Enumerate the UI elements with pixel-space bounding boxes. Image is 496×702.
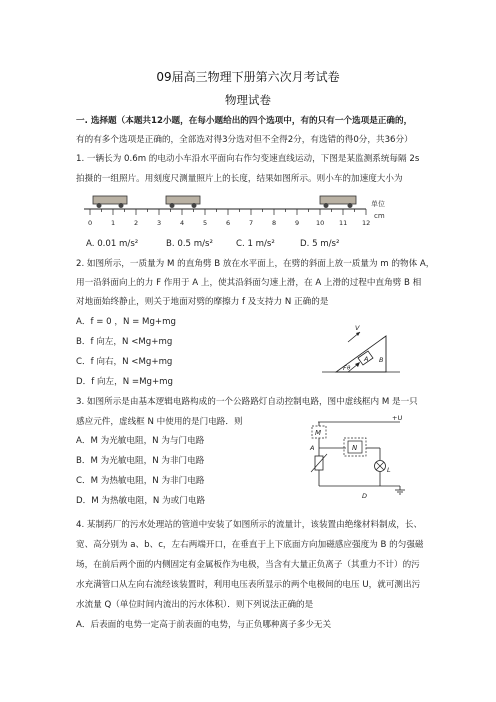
ruler-unit-cm: cm xyxy=(374,212,385,220)
ruler-labels xyxy=(88,219,370,227)
q3-option-b[interactable]: B．M 为光敏电阻，N 为非门电路 xyxy=(76,456,205,466)
ruler-tick-label: 11 xyxy=(339,219,348,227)
wedge-label-f: F xyxy=(343,364,347,372)
q4-line4: 水充满管口从左向右流经该装置时，利用电压表所显示的两个电极间的电压 U，就可测出污 xyxy=(76,580,421,590)
wedge-label-theta: θ xyxy=(347,365,351,372)
q1-option-b[interactable]: B. 0.5 m/s² xyxy=(166,239,213,249)
circuit-label-d: D xyxy=(362,492,368,500)
circuit-label-n: N xyxy=(352,444,358,452)
car-3 xyxy=(320,196,356,208)
circuit-label-m: M xyxy=(315,429,322,437)
q2-option-a[interactable]: A．f = 0 ，N = Mg+mg xyxy=(76,317,176,327)
wedge-figure xyxy=(322,318,402,378)
wedge-label-v: V xyxy=(355,324,360,332)
q2-line2: 用一沿斜面向上的力 F 作用于 A 上，使其沿斜面匀速上滑，在 A 上滑的过程中直角劈 B 相 xyxy=(76,278,422,288)
q4-option-a[interactable]: A．后表面的电势一定高于前表面的电势，与正负哪种离子多少无关 xyxy=(76,620,332,630)
q3-option-c[interactable]: C．M 为热敏电阻，N 为非门电路 xyxy=(76,476,205,486)
ruler-tick-label: 8 xyxy=(272,219,277,227)
q3-option-d[interactable]: D．M 为热敏电阻，N 为或门电路 xyxy=(76,496,206,506)
q1-option-a[interactable]: A. 0.01 m/s² xyxy=(86,239,139,249)
q3-line1: 3. 如图所示是由基本逻辑电路构成的一个公路路灯自动控制电路，图中虚线框内 M 是一只 xyxy=(76,397,418,407)
ruler-tick-label: 5 xyxy=(203,219,208,227)
ruler-tick-label: 7 xyxy=(249,219,254,227)
q2-line3: 对地面始终静止，则关于地面对劈的摩擦力 f 及支持力 N 正确的是 xyxy=(76,297,329,307)
page-subtitle: 物理试卷 xyxy=(225,93,271,107)
ruler-tick-label: 0 xyxy=(88,219,93,227)
ruler-ticks xyxy=(90,209,366,215)
q4-line5: 水流量 Q（单位时间内流出的污水体积）．则下列说法正确的是 xyxy=(76,600,314,610)
q1-line2: 拍摄的一组照片。用刻度尺测量照片上的长度，结果如图所示。则小车的加速度大小为 xyxy=(76,174,403,184)
q4-line3: 场，在前后两个面的内侧固定有金属板作为电极，当含有大量正负离子（其重力不计）的污 xyxy=(76,560,420,570)
page-title: 09届高三物理下册第六次月考试卷 xyxy=(156,70,340,84)
q1-option-c[interactable]: C. 1 m/s² xyxy=(236,239,275,249)
ruler-unit: 单位 xyxy=(371,200,385,208)
circuit-label-u: +U xyxy=(392,414,403,422)
ruler-tick-label: 3 xyxy=(157,219,162,227)
q3-line2: 感应元件，虚线框 N 中使用的是门电路．则 xyxy=(76,417,243,427)
wedge-label-a: A xyxy=(364,355,369,363)
car-2 xyxy=(166,196,200,208)
circuit-figure xyxy=(308,412,408,502)
circuit-label-a: A xyxy=(310,444,315,452)
q2-line1: 2. 如图所示，一质量为 M 的直角劈 B 放在水平面上，在劈的斜面上放一质量为 m 的物体 A， xyxy=(76,259,435,269)
ruler-tick-label: 2 xyxy=(134,219,139,227)
section1-line1: 一. 选择题（本题共12小题，在每小题给出的四个选项中，有的只有一个选项是正确的， xyxy=(76,116,413,126)
q4-line1: 4. 某制药厂的污水处理站的管道中安装了如图所示的流量计，该装置由绝缘材料制成，长、 xyxy=(76,520,423,530)
ruler-tick-label: 12 xyxy=(362,219,371,227)
q2-option-b[interactable]: B．f 向左，N <Mg+mg xyxy=(76,337,173,347)
q2-option-c[interactable]: C．f 向右，N <Mg+mg xyxy=(76,357,173,367)
q3-option-a[interactable]: A．M 为光敏电阻，N 为与门电路 xyxy=(76,436,205,446)
ruler-tick-label: 4 xyxy=(180,219,185,227)
ruler-tick-label: 1 xyxy=(111,219,116,227)
ruler-tick-label: 10 xyxy=(316,219,325,227)
q2-option-d[interactable]: D．f 向左，N =Mg+mg xyxy=(76,377,174,387)
wedge-label-b: B xyxy=(379,356,384,364)
q1-option-d[interactable]: D. 5 m/s² xyxy=(300,239,340,249)
circuit-label-l: L xyxy=(387,466,391,474)
ruler-figure xyxy=(84,193,404,233)
ruler-tick-label: 9 xyxy=(295,219,300,227)
car-1 xyxy=(93,196,127,208)
section1-line2: 有的有多个选项是正确的，全部选对得3分选对但不全得2分，有选错的得0分，共36分） xyxy=(76,135,413,145)
q4-line2: 宽、高分别为 a、b、c，左右两端开口，在垂直于上下底面方向加磁感应强度为 B 的匀强磁 xyxy=(76,540,424,550)
ruler-tick-label: 6 xyxy=(226,219,231,227)
q1-line1: 1. 一辆长为 0.6m 的电动小车沿水平面向右作匀变速直线运动，下图是某监测系统每隔 2s xyxy=(76,154,420,164)
